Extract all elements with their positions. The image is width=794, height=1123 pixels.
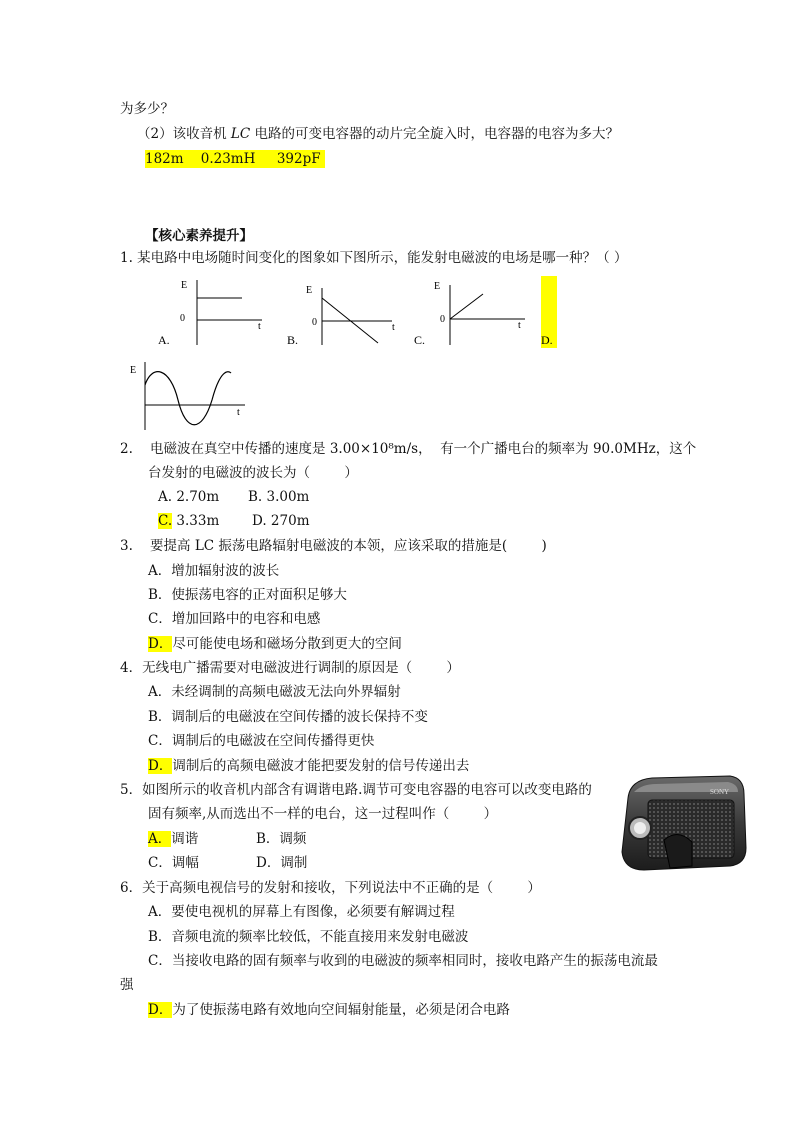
option-a-label: A.: [158, 333, 170, 347]
graph-b: [287, 285, 395, 347]
q6-option-c-line2: 强: [120, 977, 134, 993]
option-d-label: D.: [541, 333, 553, 347]
q6-option-b: B．音频电流的频率比较低，不能直接用来发射电磁波: [148, 929, 469, 945]
lc-symbol: LC: [230, 126, 251, 142]
q1-stem: 1. 某电路中电场随时间变化的图象如下图所示，能发射电磁波的电场是哪一种？（ ）: [120, 250, 628, 266]
q5-stem-line2: 固有频率,从而选出不一样的电台，这一过程叫作（ ）: [148, 806, 498, 822]
q2-suffix: 电路的可变电容器的动片完全旋入时，电容器的电容为多大？: [250, 126, 619, 142]
q6-stem: 6．关于高频电视信号的发射和接收，下列说法中不正确的是（ ）: [120, 880, 541, 896]
q4-option-b: B．调制后的电磁波在空间传播的波长保持不变: [148, 709, 428, 725]
graph-a-axis-e: E: [181, 280, 188, 291]
q2-option-c-text: 3.33m: [172, 513, 220, 529]
q5-stem-line1: 5．如图所示的收音机内部含有调谐电路.调节可变电容器的电容可以改变电路的: [120, 782, 592, 798]
graph-a-axis-t: t: [258, 321, 261, 332]
graph-c-axis-e: E: [434, 281, 441, 292]
section-title: 【核心素养提升】: [145, 228, 253, 244]
q5-answer-highlight: A．: [148, 831, 172, 847]
q2-stem-line2: 台发射的电磁波的波长为（ ）: [148, 465, 358, 481]
q4-option-c: C．调制后的电磁波在空间传播得更快: [148, 733, 375, 749]
q2-option-b: B. 3.00m: [248, 489, 310, 505]
option-b-label: B.: [287, 333, 299, 347]
q3-option-c: C．增加回路中的电容和电感: [148, 611, 321, 627]
option-c-label: C.: [414, 333, 426, 347]
q4-option-a: A．未经调制的高频电磁波无法向外界辐射: [148, 684, 401, 700]
prev-question-tail: 为多少？: [120, 101, 174, 117]
graph-a-origin: 0: [180, 313, 185, 324]
q2-option-c: [158, 512, 219, 530]
q2-answer-highlight: C.: [158, 513, 173, 529]
graph-c: [414, 281, 525, 347]
graph-b-origin: 0: [312, 317, 317, 328]
q6-option-d-text: 为了使振荡电路有效地向空间辐射能量，必须是闭合电路: [172, 1002, 510, 1018]
q5-option-c: C．调幅: [148, 855, 199, 871]
prev-question-answer: 182m 0.23mH 392pF: [145, 150, 325, 168]
q3-option-d-text: 尽可能使电场和磁场分散到更大的空间: [172, 636, 402, 652]
q5-option-a: [148, 830, 198, 848]
q1-graphs: [0, 0, 794, 440]
q3-option-b: B．使振荡电容的正对面积足够大: [148, 587, 347, 603]
q2-option-d: D. 270m: [252, 513, 310, 529]
q4-option-d: [148, 757, 469, 775]
q5-option-b: B．调频: [256, 831, 307, 847]
graph-d: [130, 362, 245, 430]
q4-answer-highlight: D．: [148, 758, 173, 774]
q3-option-d: [148, 635, 402, 653]
q2-stem-line1: 2. 电磁波在真空中传播的速度是 3.00×10⁸m/s， 有一个广播电台的频率为 90.0MHz，这个: [120, 441, 697, 457]
q6-option-a: A．要使电视机的屏幕上有图像，必须要有解调过程: [148, 904, 455, 920]
q6-answer-highlight: D．: [148, 1002, 173, 1018]
q4-option-d-text: 调制后的高频电磁波才能把要发射的信号传递出去: [172, 758, 470, 774]
radio-brand-label: SONY: [710, 788, 730, 796]
q2-prefix: （2）该收音机: [137, 126, 231, 142]
q2-option-a: A. 2.70m: [158, 489, 220, 505]
graph-a: [158, 280, 262, 347]
q6-option-c-line1: C．当接收电路的固有频率与收到的电磁波的频率相同时，接收电路产生的振荡电流最: [148, 953, 658, 969]
graph-c-axis-t: t: [518, 320, 521, 331]
q5-option-d: D．调制: [256, 855, 308, 871]
graph-d-axis-t: t: [237, 407, 240, 418]
graph-c-origin: 0: [440, 314, 445, 325]
graph-d-axis-e: E: [130, 365, 137, 376]
q4-stem: 4．无线电广播需要对电磁波进行调制的原因是（ ）: [120, 660, 460, 676]
radio-image: [612, 770, 752, 878]
q6-option-d: [148, 1001, 510, 1019]
q3-answer-highlight: D．: [148, 636, 173, 652]
q3-stem: 3. 要提高 LC 振荡电路辐射电磁波的本领，应该采取的措施是( ): [120, 538, 547, 554]
q3-option-a: A．增加辐射波的波长: [148, 563, 280, 579]
graph-b-axis-t: t: [392, 322, 395, 333]
graph-b-axis-e: E: [306, 285, 313, 296]
q5-option-a-text: 调谐: [171, 831, 199, 847]
